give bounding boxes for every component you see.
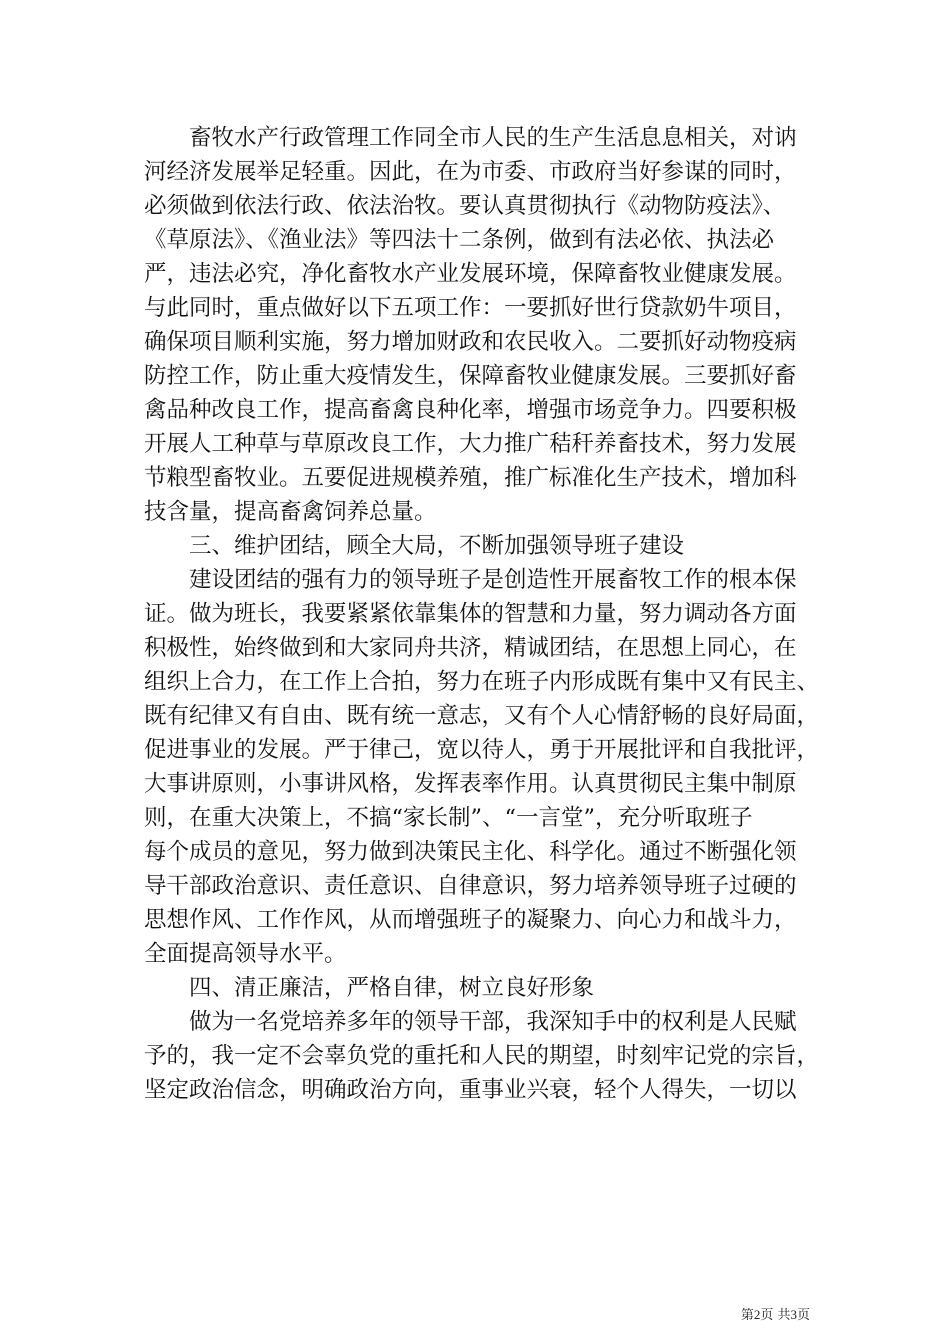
- paragraph-line: 坚定政治信念，明确政治方向，重事业兴衰，轻个人得失，一切以: [144, 1077, 797, 1103]
- footer-middle: 页 共: [760, 1308, 791, 1323]
- paragraph-line: 与此同时，重点做好以下五项工作：一要抓好世行贷款奶牛项目，: [144, 295, 797, 321]
- paragraph-line: 河经济发展举足轻重。因此，在为市委、市政府当好参谋的同时，: [144, 159, 797, 185]
- total-page-number: 3: [790, 1307, 797, 1322]
- paragraph-line: 严，违法必究，净化畜牧水产业发展环境，保障畜牧业健康发展。: [144, 261, 797, 287]
- current-page-number: 2: [753, 1307, 761, 1322]
- paragraph-line: 《草原法》、《渔业法》等四法十二条例，做到有法必依、执法必: [144, 227, 775, 253]
- paragraph-line: 大事讲原则，小事讲风格，发挥表率作用。认真贯彻民主集中制原: [144, 771, 797, 797]
- paragraph-line: 促进事业的发展。严于律己，宽以待人，勇于开展批评和自我批评，: [144, 737, 820, 763]
- section-heading: 四、清正廉洁，严格自律，树立良好形象: [144, 975, 595, 1001]
- paragraph-line: 思想作风、工作作风，从而增强班子的凝聚力、向心力和战斗力，: [144, 907, 797, 933]
- paragraph-line: 禽品种改良工作，提高畜禽良种化率，增强市场竞争力。四要积极: [144, 397, 797, 423]
- paragraph-line: 导干部政治意识、责任意识、自律意识，努力培养领导班子过硬的: [144, 873, 797, 899]
- paragraph-line: 既有纪律又有自由、既有统一意志，又有个人心情舒畅的良好局面，: [144, 703, 820, 729]
- paragraph-line: 予的，我一定不会辜负党的重托和人民的期望，时刻牢记党的宗旨，: [144, 1043, 820, 1069]
- paragraph-line: 全面提高领导水平。: [144, 941, 347, 967]
- paragraph-line: 则，在重大决策上，不搞“家长制”、“一言堂”，充分听取班子: [144, 805, 753, 831]
- section-heading: 三、维护团结，顾全大局，不断加强领导班子建设: [144, 533, 685, 559]
- paragraph-line: 证。做为班长，我要紧紧依靠集体的智慧和力量，努力调动各方面: [144, 601, 797, 627]
- paragraph-line: 组织上合力，在工作上合拍，努力在班子内形成既有集中又有民主、: [144, 669, 820, 695]
- paragraph-line: 建设团结的强有力的领导班子是创造性开展畜牧工作的根本保: [144, 567, 797, 593]
- paragraph-line: 做为一名党培养多年的领导干部，我深知手中的权利是人民赋: [144, 1009, 797, 1035]
- footer-suffix: 页: [796, 1308, 810, 1323]
- paragraph-line: 畜牧水产行政管理工作同全市人民的生产生活息息相关，对讷: [144, 125, 797, 151]
- paragraph-line: 节粮型畜牧业。五要促进规模养殖，推广标准化生产技术，增加科: [144, 465, 797, 491]
- page-footer: [741, 1306, 810, 1325]
- paragraph-line: 防控工作，防止重大疫情发生，保障畜牧业健康发展。三要抓好畜: [144, 363, 797, 389]
- paragraph-line: 确保项目顺利实施，努力增加财政和农民收入。二要抓好动物疫病: [144, 329, 797, 355]
- footer-prefix: 第: [740, 1308, 754, 1323]
- paragraph-line: 技含量，提高畜禽饲养总量。: [144, 499, 437, 525]
- paragraph-line: 积极性，始终做到和大家同舟共济，精诚团结，在思想上同心，在: [144, 635, 797, 661]
- paragraph-line: 开展人工种草与草原改良工作，大力推广秸秆养畜技术，努力发展: [144, 431, 797, 457]
- paragraph-line: 每个成员的意见，努力做到决策民主化、科学化。通过不断强化领: [144, 839, 797, 865]
- paragraph-line: 必须做到依法行政、依法治牧。要认真贯彻执行《动物防疫法》、: [144, 193, 786, 219]
